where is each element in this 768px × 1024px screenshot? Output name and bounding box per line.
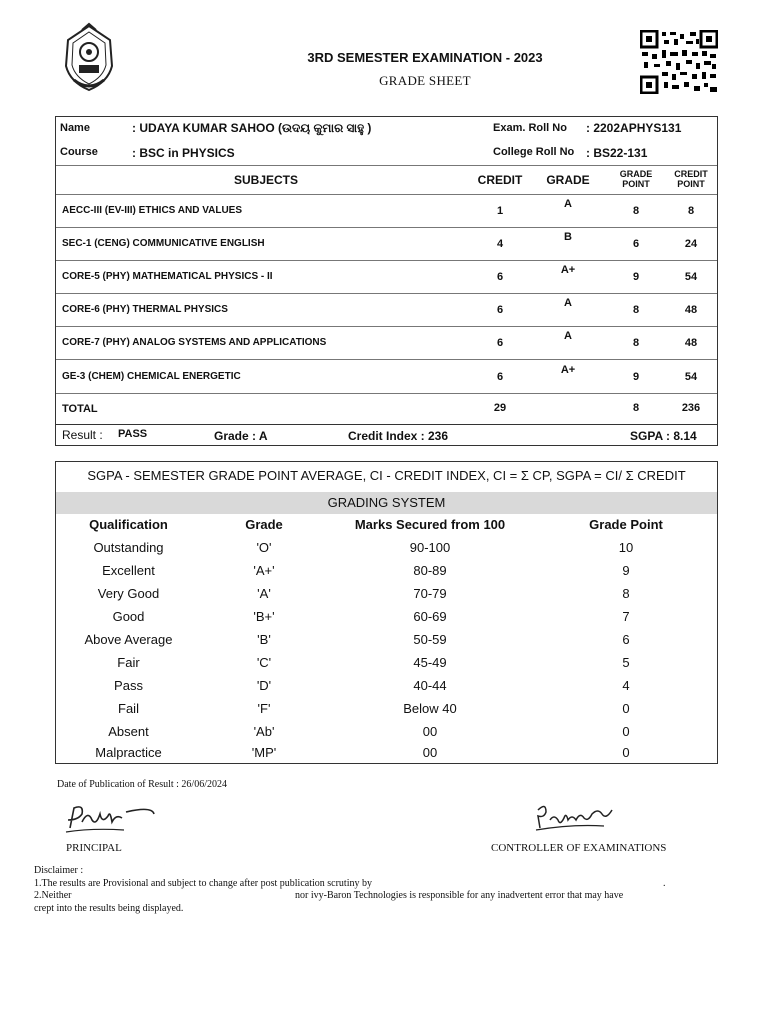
principal-signature — [62, 800, 162, 836]
grade-table — [55, 116, 718, 446]
result-value: PASS — [118, 428, 148, 440]
subject-credit: 1 — [496, 205, 504, 217]
subject-grade-point: 8 — [632, 337, 640, 349]
qualification: Excellent — [102, 563, 155, 578]
grade-point-header-line2: POINT — [622, 179, 650, 189]
subjects-header: SUBJECTS — [233, 173, 298, 187]
subject-credit: 4 — [496, 238, 504, 250]
grade-point: 0 — [622, 701, 630, 716]
grading-system-title: GRADING SYSTEM — [56, 492, 717, 514]
grading-row — [56, 563, 717, 586]
grade-point: 0 — [622, 745, 630, 760]
divider — [56, 359, 717, 360]
qualification: Malpractice — [95, 745, 162, 760]
subject-credit-point: 48 — [684, 304, 698, 316]
course-label: Course — [60, 146, 98, 158]
marks-range: Below 40 — [403, 701, 457, 716]
grading-row — [56, 586, 717, 609]
overall-grade: Grade : A — [214, 429, 268, 443]
divider — [56, 424, 717, 425]
grade-letter: 'MP' — [251, 745, 277, 760]
grading-row — [56, 609, 717, 632]
grade-sheet-subtitle: GRADE SHEET — [379, 73, 471, 88]
exam-title: 3RD SEMESTER EXAMINATION - 2023 — [307, 50, 543, 65]
subject-credit-point: 24 — [684, 238, 698, 250]
credit-point-header-line1: CREDIT — [674, 169, 708, 179]
subject-name: CORE-5 (PHY) MATHEMATICAL PHYSICS - II — [62, 271, 273, 282]
student-name: : UDAYA KUMAR SAHOO (ଉଦୟ କୁମାର ସାହୁ ) — [132, 121, 372, 135]
qualification: Very Good — [97, 586, 160, 601]
grade-letter: 'A+' — [253, 563, 275, 578]
disclaimer-title: Disclaimer : — [34, 865, 84, 876]
grade-letter: 'C' — [256, 655, 272, 670]
grade-letter: 'D' — [256, 678, 272, 693]
publication-date: Date of Publication of Result : 26/06/2024 — [57, 779, 227, 790]
grade-point: 10 — [618, 540, 634, 555]
divider — [56, 194, 717, 195]
qualification-header: Qualification — [89, 517, 168, 532]
qr-code-icon — [640, 30, 718, 94]
grade-letter: 'B' — [257, 632, 271, 647]
grade-point: 0 — [622, 724, 630, 739]
grading-row — [56, 540, 717, 563]
grading-row — [56, 701, 717, 724]
qualification: Pass — [114, 678, 143, 693]
marks-range: 90-100 — [409, 540, 451, 555]
subject-credit: 6 — [496, 371, 504, 383]
grading-row — [56, 745, 717, 765]
grading-row — [56, 655, 717, 678]
marks-range: 45-49 — [413, 655, 447, 670]
grade-letter: 'Ab' — [253, 724, 275, 739]
disclaimer-line-1: 1.The results are Provisional and subject to change after post publication scrutiny by — [34, 878, 372, 889]
subject-grade-point: 9 — [632, 271, 640, 283]
subject-credit-point: 54 — [684, 371, 698, 383]
course-value: : BSC in PHYSICS — [132, 146, 235, 160]
grading-row — [56, 678, 717, 701]
subject-grade-point: 8 — [632, 205, 640, 217]
subject-credit-point: 54 — [684, 271, 698, 283]
subject-name: SEC-1 (CENG) COMMUNICATIVE ENGLISH — [62, 238, 265, 249]
exam-roll-number: : 2202APHYS131 — [586, 121, 682, 135]
total-credit-point: 236 — [681, 402, 701, 414]
controller-signature — [532, 800, 622, 836]
subject-grade-point: 9 — [632, 371, 640, 383]
marks-range: 80-89 — [413, 563, 447, 578]
subject-grade-point: 8 — [632, 304, 640, 316]
marks-range: 40-44 — [413, 678, 447, 693]
divider — [56, 393, 717, 394]
disclaimer-line-1-end: . — [663, 878, 666, 889]
college-roll-label: College Roll No — [493, 146, 575, 158]
divider — [56, 260, 717, 261]
disclaimer-line-3: crept into the results being displayed. — [34, 903, 184, 914]
subject-name: AECC-III (EV-III) ETHICS AND VALUES — [62, 205, 243, 216]
grading-system-box — [55, 461, 718, 764]
divider — [56, 293, 717, 294]
credit-point-header — [663, 169, 719, 189]
subject-grade: A+ — [560, 264, 576, 276]
credit-header: CREDIT — [477, 173, 523, 187]
grade-letter: 'A' — [257, 586, 271, 601]
divider — [56, 326, 717, 327]
exam-roll-label: Exam. Roll No — [493, 122, 567, 134]
total-credit: 29 — [493, 402, 507, 414]
subject-name: CORE-6 (PHY) THERMAL PHYSICS — [62, 304, 228, 315]
grade-point: 7 — [622, 609, 630, 624]
grade-point-header-line1: GRADE — [619, 169, 653, 179]
credit-point-header-line2: POINT — [677, 179, 705, 189]
subject-grade: A — [564, 198, 572, 210]
grade-letter: 'F' — [257, 701, 271, 716]
marks-range: 00 — [422, 724, 438, 739]
marks-header: Marks Secured from 100 — [354, 517, 506, 532]
grade-letter: 'O' — [256, 540, 272, 555]
qualification: Fail — [118, 701, 139, 716]
grade-point-header — [608, 169, 664, 189]
college-roll-number: : BS22-131 — [586, 146, 648, 160]
subject-grade: B — [564, 231, 572, 243]
qualification: Absent — [108, 724, 149, 739]
grade-header: GRADE — [546, 173, 590, 187]
marks-range: 00 — [422, 745, 438, 760]
marks-range: 70-79 — [413, 586, 447, 601]
grade-header: Grade — [245, 517, 283, 532]
grade-point: 6 — [622, 632, 630, 647]
subject-credit-point: 8 — [687, 205, 695, 217]
grade-point: 8 — [622, 586, 630, 601]
qualification: Good — [112, 609, 145, 624]
grade-point-header: Grade Point — [589, 517, 663, 532]
qualification: Outstanding — [93, 540, 164, 555]
principal-label: PRINCIPAL — [66, 842, 122, 854]
subject-grade-point: 6 — [632, 238, 640, 250]
qualification: Fair — [117, 655, 140, 670]
grading-row — [56, 632, 717, 655]
result-label: Result : — [62, 428, 103, 442]
subject-name: GE-3 (CHEM) CHEMICAL ENERGETIC — [62, 371, 241, 382]
grade-point: 4 — [622, 678, 630, 693]
name-label: Name — [60, 122, 90, 134]
subject-credit: 6 — [496, 304, 504, 316]
sgpa-formula: SGPA - SEMESTER GRADE POINT AVERAGE, CI - CREDIT INDEX, CI = Σ CP, SGPA = CI/ Σ CREDIT — [87, 468, 686, 483]
total-label: TOTAL — [62, 403, 98, 415]
subject-credit: 6 — [496, 271, 504, 283]
grade-point: 5 — [622, 655, 630, 670]
subject-credit-point: 48 — [684, 337, 698, 349]
qualification: Above Average — [84, 632, 173, 647]
sgpa-value: SGPA : 8.14 — [630, 429, 697, 443]
grade-point: 9 — [622, 563, 630, 578]
subject-grade: A — [564, 330, 572, 342]
marks-range: 50-59 — [413, 632, 447, 647]
credit-index: Credit Index : 236 — [348, 429, 449, 443]
total-grade-point: 8 — [632, 402, 640, 414]
subject-credit: 6 — [496, 337, 504, 349]
divider — [56, 227, 717, 228]
subject-grade: A+ — [560, 364, 576, 376]
marks-range: 60-69 — [413, 609, 447, 624]
subject-grade: A — [564, 297, 572, 309]
controller-label: CONTROLLER OF EXAMINATIONS — [491, 842, 667, 854]
divider — [56, 165, 717, 166]
grading-row — [56, 724, 717, 747]
grade-letter: 'B+' — [253, 609, 275, 624]
disclaimer-line-2-start: 2.Neither — [34, 890, 72, 901]
disclaimer-line-2-end: nor ivy-Baron Technologies is responsible for any inadvertent error that may have — [295, 890, 624, 901]
subject-name: CORE-7 (PHY) ANALOG SYSTEMS AND APPLICATIONS — [62, 337, 327, 348]
